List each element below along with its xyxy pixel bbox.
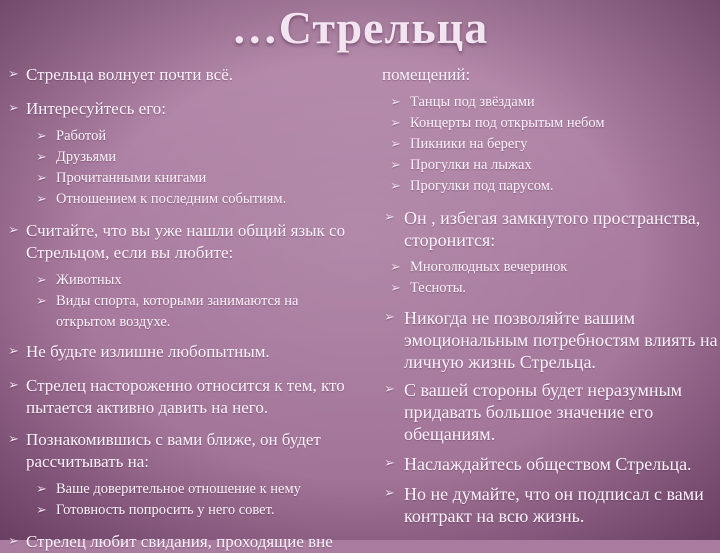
- sub-bullet-text: Тесноты.: [410, 280, 467, 296]
- sub-bullet-item: [6, 126, 358, 147]
- sub-bullet-text: Прогулки на лыжах: [410, 157, 532, 173]
- arrow-bullet-icon: ➢: [8, 534, 19, 549]
- sub-bullet-item: [6, 168, 358, 189]
- continued-text: помещений:: [382, 65, 471, 84]
- bullet-item: [6, 220, 358, 264]
- sub-bullet-item: [6, 479, 358, 500]
- bullet-item: [6, 64, 358, 86]
- sub-bullet-item: [6, 147, 358, 168]
- arrow-bullet-icon: ➢: [390, 137, 401, 152]
- sub-bullet-text: Готовность попросить у него совет.: [56, 502, 275, 518]
- bullet-text: Стрелец настороженно относится к тем, кто пытается активно давить на него.: [26, 376, 345, 417]
- bullet-item: [6, 341, 358, 363]
- sub-bullet-item: [6, 189, 358, 210]
- sub-bullet-text: Прочитанными книгами: [56, 170, 207, 186]
- sub-bullet-item: [382, 257, 718, 278]
- bullet-item: [6, 98, 358, 120]
- bullet-text: Наслаждайтесь обществом Стрельца.: [404, 454, 692, 474]
- sub-bullet-text: Отношением к последним событиям.: [56, 191, 287, 207]
- bullet-text: Считайте, что вы уже нашли общий язык со Стрельцом, если вы любите:: [26, 221, 346, 262]
- arrow-bullet-icon: ➢: [390, 260, 401, 275]
- sub-bullet-item: [382, 113, 718, 134]
- arrow-bullet-icon: ➢: [390, 179, 401, 194]
- arrow-bullet-icon: ➢: [8, 432, 19, 447]
- slide-title: …Стрельца: [231, 2, 489, 53]
- bullet-text: Никогда не позволяйте вашим эмоциональным потребностям влиять на личную жизнь Стрельца.: [404, 308, 718, 372]
- arrow-bullet-icon: ➢: [8, 378, 19, 393]
- arrow-bullet-icon: ➢: [8, 344, 19, 359]
- arrow-bullet-icon: ➢: [36, 503, 47, 518]
- arrow-bullet-icon: ➢: [36, 192, 47, 207]
- sub-bullet-item: [382, 92, 718, 113]
- arrow-bullet-icon: ➢: [8, 223, 19, 238]
- arrow-bullet-icon: ➢: [390, 158, 401, 173]
- sub-bullet-text: Ваше доверительное отношение к нему: [56, 481, 301, 497]
- right-column: [382, 64, 718, 527]
- sub-bullet-text: Работой: [56, 128, 107, 144]
- arrow-bullet-icon: ➢: [36, 294, 47, 309]
- arrow-bullet-icon: ➢: [384, 210, 395, 225]
- sub-bullet-item: [6, 270, 358, 291]
- sub-bullet-text: Животных: [56, 272, 122, 288]
- arrow-bullet-icon: ➢: [384, 486, 395, 501]
- arrow-bullet-icon: ➢: [384, 382, 395, 397]
- bullet-item: [6, 375, 358, 419]
- bullet-item: [6, 531, 358, 553]
- arrow-bullet-icon: ➢: [8, 101, 19, 116]
- arrow-bullet-icon: ➢: [36, 273, 47, 288]
- sub-bullet-item: [6, 500, 358, 521]
- bullet-text: Он , избегая замкнутого пространства, сторонится:: [404, 208, 701, 250]
- sub-bullet-text: Прогулки под парусом.: [410, 178, 554, 194]
- bullet-item: [382, 207, 718, 251]
- arrow-bullet-icon: ➢: [36, 150, 47, 165]
- left-column: [6, 64, 358, 553]
- arrow-bullet-icon: ➢: [36, 171, 47, 186]
- sub-bullet-text: Многолюдных вечеринок: [410, 259, 568, 275]
- bullet-item: [382, 483, 718, 527]
- bullet-item: [6, 429, 358, 473]
- bullet-item: [382, 307, 718, 373]
- arrow-bullet-icon: ➢: [384, 456, 395, 471]
- arrow-bullet-icon: ➢: [390, 116, 401, 131]
- arrow-bullet-icon: ➢: [390, 95, 401, 110]
- sub-bullet-item: [382, 155, 718, 176]
- sub-bullet-item: [6, 291, 358, 333]
- sub-bullet-item: [382, 176, 718, 197]
- bullet-text: Стрелец любит свидания, проходящие вне: [26, 532, 333, 551]
- sub-bullet-text: Виды спорта, которыми занимаются на открытом воздухе.: [56, 293, 299, 330]
- bullet-item: [382, 453, 718, 475]
- bullet-text: Не будьте излишне любопытным.: [26, 342, 270, 361]
- arrow-bullet-icon: ➢: [8, 67, 19, 82]
- bullet-text: Стрельца волнует почти всё.: [26, 65, 233, 84]
- sub-bullet-text: Концерты под открытым небом: [410, 115, 605, 131]
- sub-bullet-item: [382, 278, 718, 299]
- arrow-bullet-icon: ➢: [384, 310, 395, 325]
- arrow-bullet-icon: ➢: [36, 482, 47, 497]
- bullet-text: Но не думайте, что он подписал с вами контракт на всю жизнь.: [404, 484, 704, 526]
- bullet-text: Познакомившись с вами ближе, он будет рассчитывать на:: [26, 430, 321, 471]
- bullet-text: С вашей стороны будет неразумным придавать большое значение его обещаниям.: [404, 380, 683, 444]
- arrow-bullet-icon: ➢: [36, 129, 47, 144]
- arrow-bullet-icon: ➢: [390, 281, 401, 296]
- sub-bullet-text: Пикники на берегу: [410, 136, 528, 152]
- sub-bullet-text: Танцы под звёздами: [410, 94, 535, 110]
- bullet-item: [382, 379, 718, 445]
- sub-bullet-text: Друзьями: [56, 149, 117, 165]
- bullet-text: Интересуйтесь его:: [26, 99, 167, 118]
- sub-bullet-item: [382, 134, 718, 155]
